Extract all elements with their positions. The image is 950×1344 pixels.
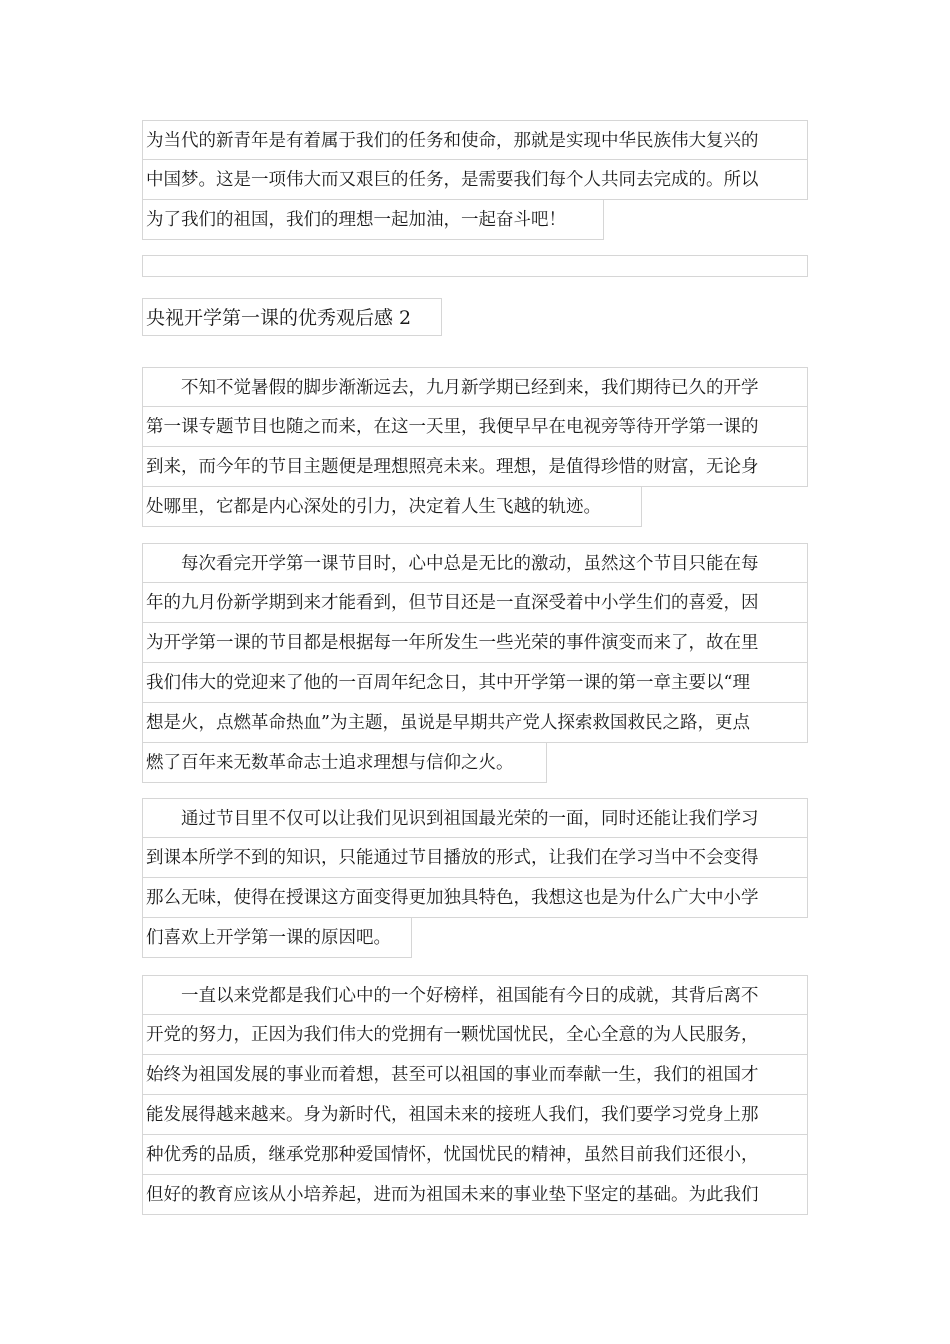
- text-line: 始终为祖国发展的事业而着想，甚至可以祖国的事业而奉献一生，我们的祖国才: [142, 1055, 808, 1095]
- text-line: 但好的教育应该从小培养起，进而为祖国未来的事业垫下坚定的基础。为此我们: [142, 1175, 808, 1215]
- paragraph-4: [142, 975, 808, 1215]
- text-line: 第一课专题节目也随之而来，在这一天里，我便早早在电视旁等待开学第一课的: [142, 407, 808, 447]
- text-line: 中国梦。这是一项伟大而又艰巨的任务，是需要我们每个人共同去完成的。所以: [142, 160, 808, 200]
- text-line: 那么无味，使得在授课这方面变得更加独具特色，我想这也是为什么广大中小学: [142, 878, 808, 918]
- text-line: 我们伟大的党迎来了他的一百周年纪念日，其中开学第一课的第一章主要以“理: [142, 663, 808, 703]
- text-line: 为当代的新青年是有着属于我们的任务和使命，那就是实现中华民族伟大复兴的: [142, 120, 808, 160]
- text-line: 不知不觉暑假的脚步渐渐远去，九月新学期已经到来，我们期待已久的开学: [142, 367, 808, 407]
- text-line: 开党的努力，正因为我们伟大的党拥有一颗忧国忧民，全心全意的为人民服务，: [142, 1015, 808, 1055]
- text-line: 到来，而今年的节目主题便是理想照亮未来。理想，是值得珍惜的财富，无论身: [142, 447, 808, 487]
- text-line: 年的九月份新学期到来才能看到，但节目还是一直深受着中小学生们的喜爱，因: [142, 583, 808, 623]
- blank-line-box: [142, 255, 808, 277]
- text-line: 们喜欢上开学第一课的原因吧。: [142, 918, 412, 958]
- intro-paragraph: [142, 120, 808, 240]
- section-heading: 央视开学第一课的优秀观后感 2: [142, 298, 442, 336]
- text-line: 为开学第一课的节目都是根据每一年所发生一些光荣的事件演变而来了，故在里: [142, 623, 808, 663]
- text-line: 想是火，点燃革命热血”为主题，虽说是早期共产党人探索救国救民之路，更点: [142, 703, 808, 743]
- text-line: 处哪里，它都是内心深处的引力，决定着人生飞越的轨迹。: [142, 487, 642, 527]
- text-line: 能发展得越来越来。身为新时代，祖国未来的接班人我们，我们要学习党身上那: [142, 1095, 808, 1135]
- paragraph-3: [142, 798, 808, 958]
- text-line: 燃了百年来无数革命志士追求理想与信仰之火。: [142, 743, 547, 783]
- text-line: 种优秀的品质，继承党那种爱国情怀，忧国忧民的精神，虽然目前我们还很小，: [142, 1135, 808, 1175]
- text-line: 到课本所学不到的知识，只能通过节目播放的形式，让我们在学习当中不会变得: [142, 838, 808, 878]
- text-line: 为了我们的祖国，我们的理想一起加油，一起奋斗吧！: [142, 200, 604, 240]
- paragraph-2: [142, 543, 808, 783]
- text-line: 一直以来党都是我们心中的一个好榜样，祖国能有今日的成就，其背后离不: [142, 975, 808, 1015]
- text-line: 通过节目里不仅可以让我们见识到祖国最光荣的一面，同时还能让我们学习: [142, 798, 808, 838]
- paragraph-1: [142, 367, 808, 527]
- text-line: 每次看完开学第一课节目时，心中总是无比的激动，虽然这个节目只能在每: [142, 543, 808, 583]
